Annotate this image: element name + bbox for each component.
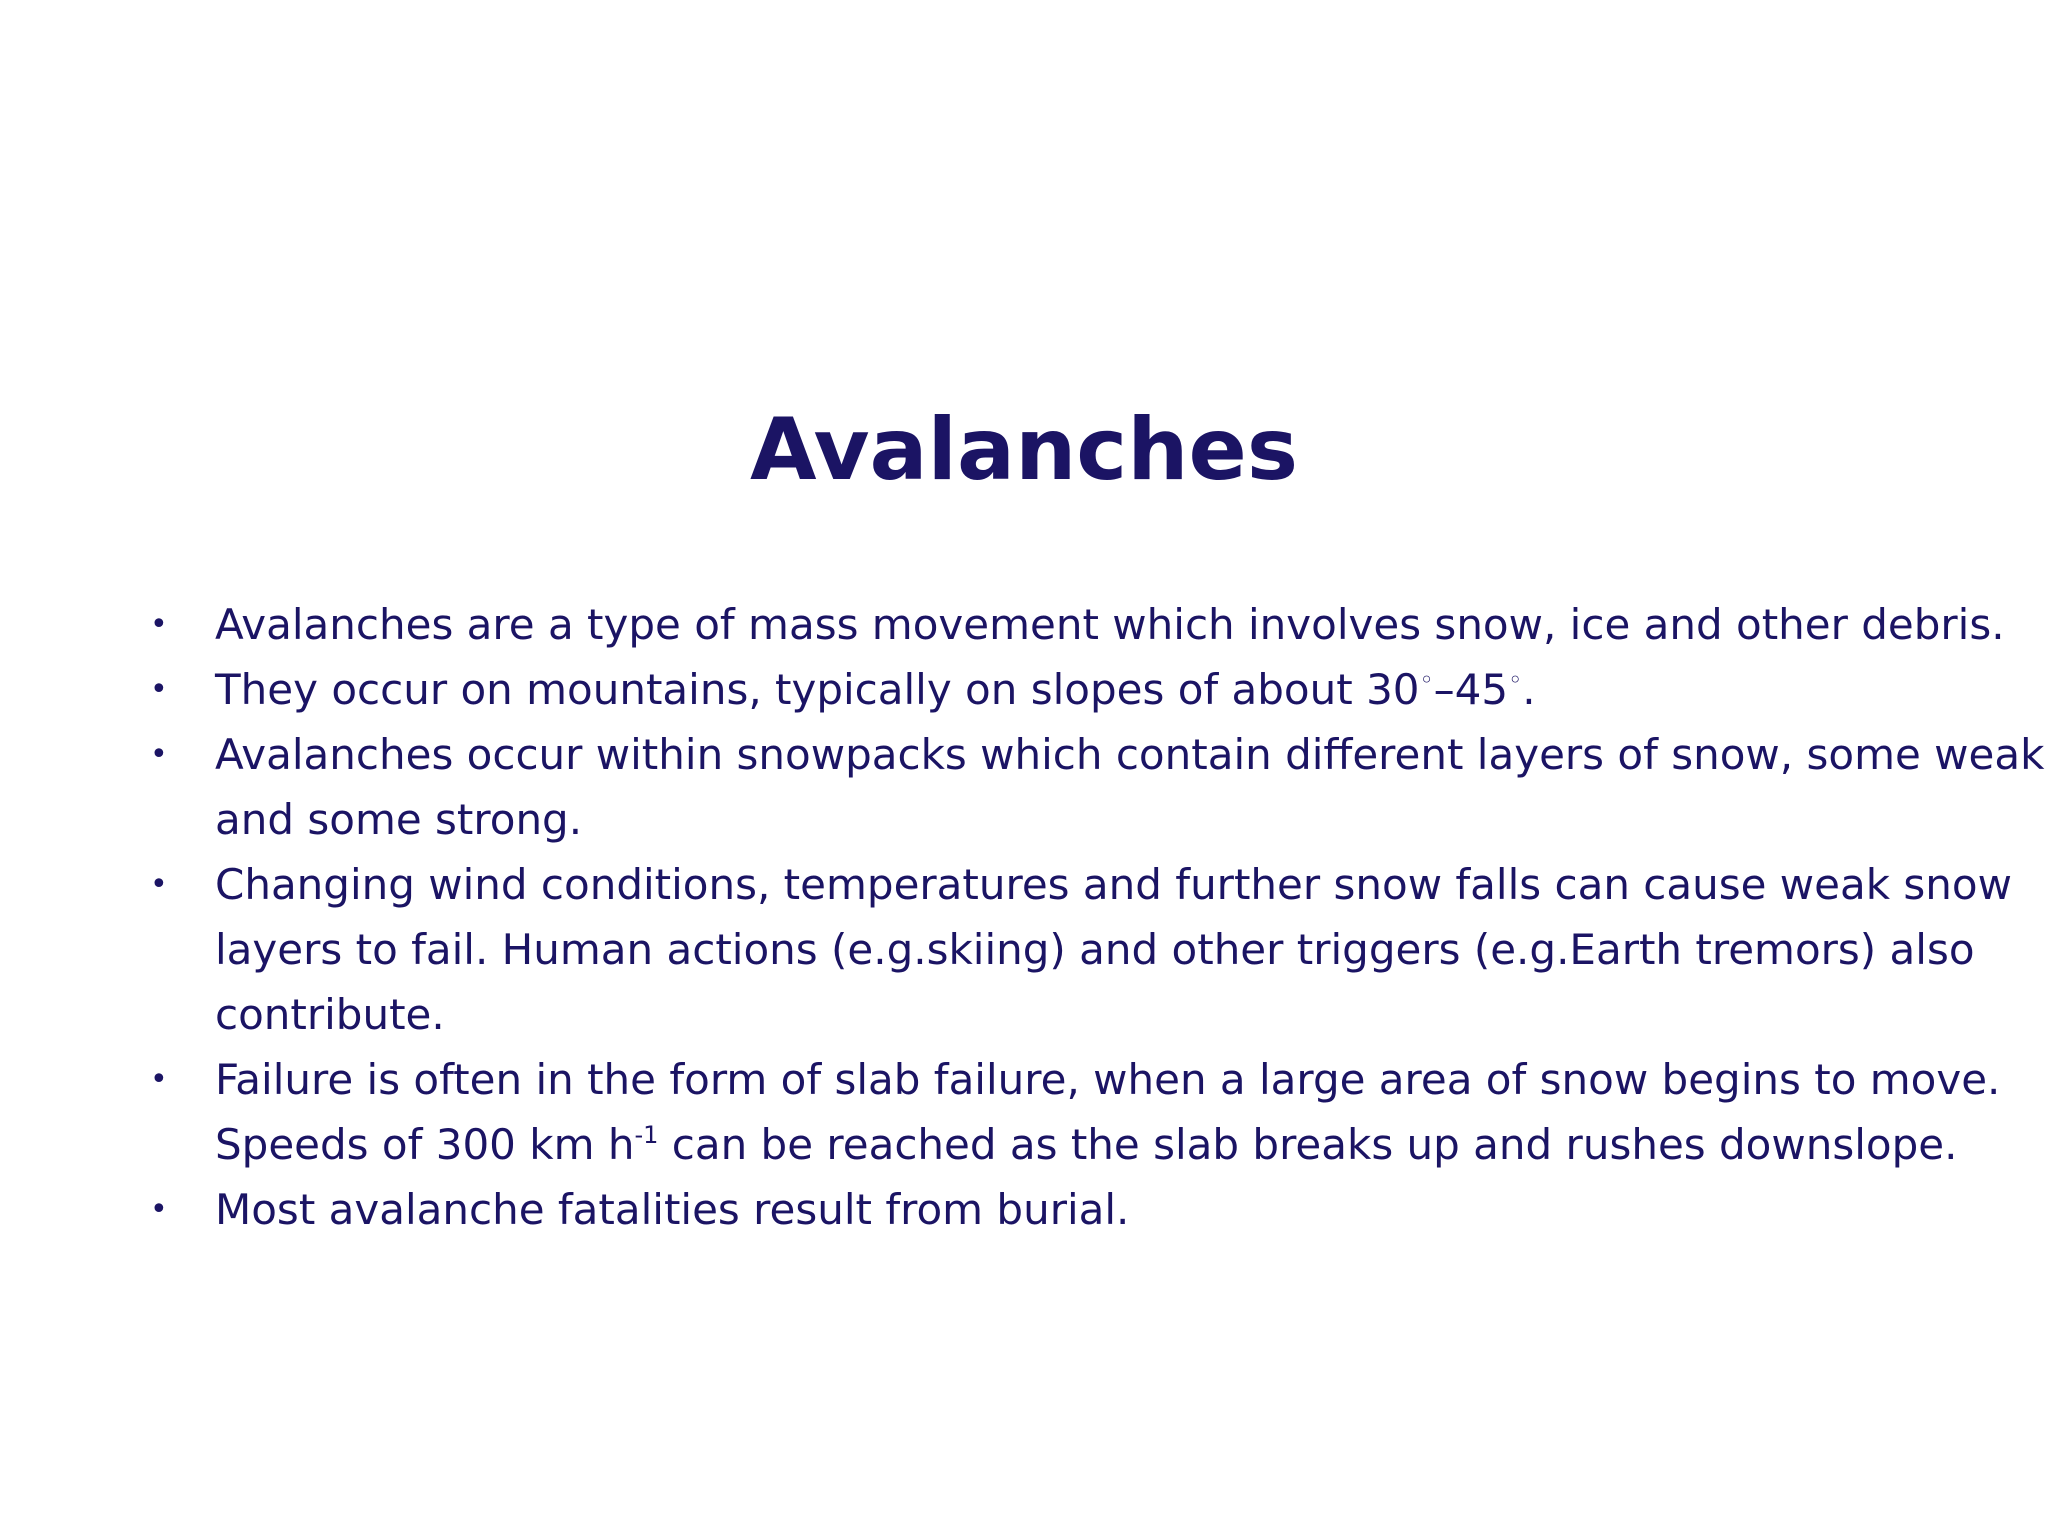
- bullet-text-part-2: –45: [1433, 665, 1509, 714]
- bullet-item-2: [150, 657, 1950, 722]
- bullet-text: Avalanches occur within snowpacks which contain different layers of snow, some weak and some strong.: [215, 730, 2045, 844]
- bullet-item-4: [150, 852, 2015, 1047]
- bullet-item-1: [150, 592, 2045, 657]
- bullet-text: Avalanches are a type of mass movement which involves snow, ice and other debris.: [215, 600, 2005, 649]
- bullet-item-6: [150, 1177, 1950, 1242]
- bullet-icon: •: [150, 737, 168, 772]
- bullet-icon: •: [150, 867, 168, 902]
- bullet-text-part-1: They occur on mountains, typically on slopes of about 30: [215, 665, 1420, 714]
- bullet-item-3: [150, 722, 2048, 852]
- slide-title: Avalanches: [749, 400, 1299, 500]
- bullet-icon: •: [150, 1062, 168, 1097]
- bullet-text: Most avalanche fatalities result from burial.: [215, 1185, 1130, 1234]
- bullet-list: [150, 592, 2045, 1242]
- bullet-text-part-3: .: [1522, 665, 1536, 714]
- bullet-icon: •: [150, 672, 168, 707]
- bullet-icon: •: [150, 607, 168, 642]
- bullet-text-part-2: can be reached as the slab breaks up and rushes downslope.: [658, 1120, 1958, 1169]
- degree-symbol-1: ◦: [1419, 666, 1434, 694]
- bullet-item-5: [150, 1047, 2015, 1177]
- superscript-exponent: -1: [634, 1121, 659, 1149]
- degree-symbol-2: ◦: [1508, 666, 1523, 694]
- bullet-text: Changing wind conditions, temperatures and further snow falls can cause weak snow layers to fail. Human actions (e.g.skiing) and other triggers (e.g.Earth tremors) also contribute.: [215, 860, 2012, 1039]
- bullet-icon: •: [150, 1192, 168, 1227]
- bullet-text-part-1: Failure is often in the form of slab failure, when a large area of snow begins to move. Speeds of 300 km h: [215, 1055, 2001, 1169]
